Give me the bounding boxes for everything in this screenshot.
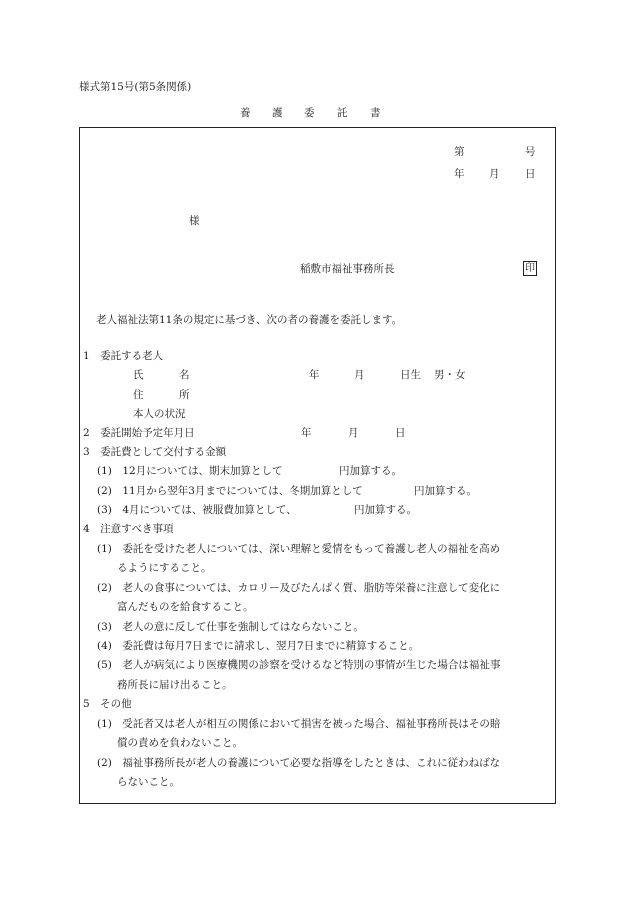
title-char: 委 — [304, 107, 315, 119]
start-month-label: 月 — [348, 427, 359, 439]
sex-options: 男・女 — [434, 369, 466, 381]
intro-text: 老人福祉法第11条の規定に基づき、次の者の養護を委託します。 — [96, 314, 403, 326]
section-heading: 4 注意すべき事項 — [83, 523, 174, 535]
name-label-char: 氏 — [133, 369, 144, 381]
address-label-char: 住 — [133, 389, 144, 401]
section-heading: 3 委託費として交付する金額 — [83, 446, 227, 458]
section-heading: 2 委託開始予定年月日 — [83, 427, 195, 439]
birth-month-label: 月 — [354, 369, 365, 381]
list-item-text: 円加算する。 — [339, 465, 402, 477]
doc-number-prefix: 第 — [454, 146, 465, 158]
list-item-text: らないこと。 — [117, 776, 180, 788]
list-item-text: (1) 委託を受けた老人については、深い理解と愛情をもって養護し老人の福祉を高め — [97, 543, 501, 555]
seal-stamp: 印 — [525, 263, 535, 274]
condition-label: 本人の状況 — [133, 408, 186, 420]
form-frame — [79, 127, 556, 804]
title-char: 護 — [272, 107, 283, 119]
date-year: 年 — [454, 168, 465, 180]
list-item-text: (2) 老人の食事については、カロリー及びたんぱく質、脂肪等栄養に注意して変化に — [97, 582, 501, 594]
list-item-text: 円加算する。 — [354, 504, 417, 516]
document-title — [240, 108, 400, 122]
name-label-char: 名 — [179, 369, 190, 381]
list-item-text: (3) 老人の意に反して仕事を強制してはならないこと。 — [97, 621, 364, 633]
issuer-name: 稲敷市福祉事務所長 — [300, 263, 395, 275]
section-heading: 1 委託する老人 — [83, 350, 164, 362]
title-char: 書 — [370, 107, 381, 119]
address-label-char: 所 — [179, 389, 190, 401]
list-item-text: (1) 受託者又は老人が相互の関係において損害を被った場合、福祉事務所長はその賠 — [97, 718, 501, 730]
start-day-label: 日 — [395, 427, 406, 439]
list-item-text: (4) 委託費は毎月7日までに請求し、翌月7日までに精算すること。 — [97, 640, 420, 652]
addressee-honorific: 様 — [189, 215, 200, 227]
list-item-text: るようにすること。 — [117, 562, 212, 574]
list-item-text: (1) 12月については、期末加算として — [97, 465, 283, 477]
list-item-text: 円加算する。 — [414, 485, 477, 497]
list-item-text: (3) 4月については、被服費加算として、 — [97, 504, 297, 516]
section-heading: 5 その他 — [83, 698, 132, 710]
list-item-text: (2) 11月から翌年3月までについては、冬期加算として — [97, 485, 363, 497]
list-item-text: (2) 福祉事務所長が老人の養護について必要な指導をしたときは、これに従わねばな — [97, 757, 501, 769]
list-item-text: 務所長に届け出ること。 — [117, 679, 233, 691]
form-number-label: 様式第15号(第5条関係) — [79, 81, 192, 93]
birth-day-label: 日生 — [400, 369, 421, 381]
date-day: 日 — [525, 168, 536, 180]
title-char: 託 — [337, 107, 348, 119]
birth-year-label: 年 — [309, 369, 320, 381]
list-item-text: 償の責めを負わないこと。 — [117, 737, 243, 749]
start-year-label: 年 — [301, 427, 312, 439]
doc-number-suffix: 号 — [525, 146, 536, 158]
date-month: 月 — [489, 168, 500, 180]
list-item-text: 富んだものを給食すること。 — [117, 601, 254, 613]
title-char: 養 — [240, 107, 251, 119]
list-item-text: (5) 老人が病気により医療機関の診察を受けるなど特別の事情が生じた場合は福祉事 — [97, 659, 501, 671]
